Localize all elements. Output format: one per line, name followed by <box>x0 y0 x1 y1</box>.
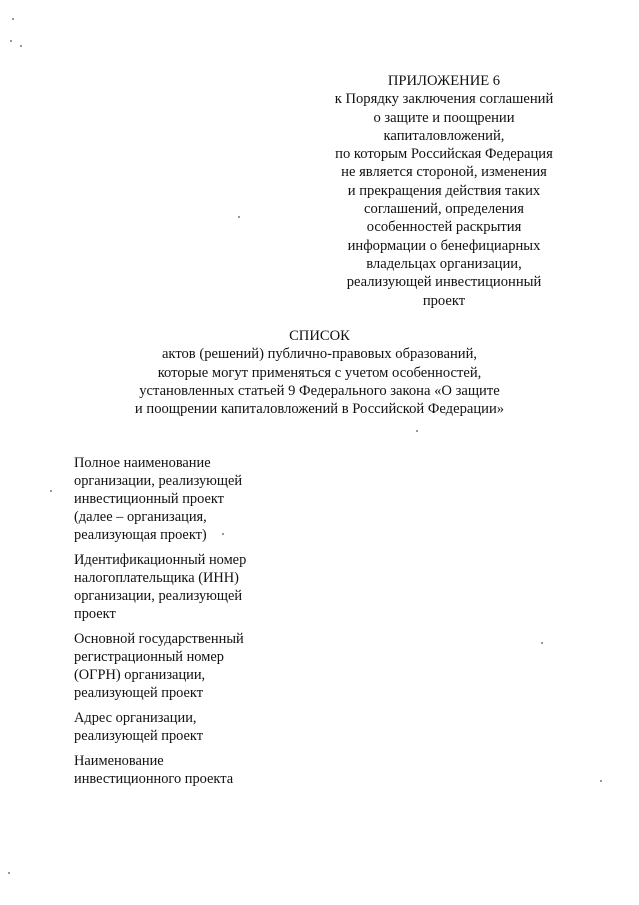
field-label-line: регистрационный номер <box>74 649 224 665</box>
appendix-line: о защите и поощрении <box>373 109 515 126</box>
appendix-line: соглашений, определения <box>364 201 524 218</box>
field-label-line: налогоплательщика (ИНН) <box>74 570 239 586</box>
field-organization-address <box>74 709 314 745</box>
scan-speck <box>10 40 12 42</box>
list-subtitle-line: актов (решений) публично-правовых образований, <box>161 346 478 363</box>
appendix-line: и прекращения действия таких <box>347 182 541 199</box>
field-label-line: инвестиционный проект <box>74 491 224 507</box>
list-subtitle-line: установленных статьей 9 Федерального закона «О защите <box>139 382 500 399</box>
scan-speck <box>416 430 418 432</box>
scan-speck <box>50 490 52 492</box>
field-full-organization-name <box>74 454 314 544</box>
field-label-line: Полное наименование <box>74 455 211 471</box>
appendix-line: особенностей раскрытия <box>366 219 522 236</box>
appendix-line: реализующей инвестиционный <box>346 274 542 291</box>
appendix-line: капиталовложений, <box>383 127 505 144</box>
field-label-line: проект <box>74 606 116 622</box>
list-subtitle-line: которые могут применяться с учетом особенностей, <box>157 364 482 381</box>
field-inn <box>74 551 314 623</box>
scan-speck <box>8 872 10 874</box>
field-label-line: организации, реализующей <box>74 588 243 604</box>
field-label-line: инвестиционного проекта <box>74 771 234 787</box>
appendix-line: к Порядку заключения соглашений <box>334 91 554 108</box>
appendix-line: информации о бенефициарных <box>347 237 541 254</box>
form-fields <box>74 454 314 795</box>
field-label-line: (далее – организация, <box>74 509 207 525</box>
field-label-line: (ОГРН) организации, <box>74 667 206 683</box>
field-label-line: реализующей проект <box>74 685 203 701</box>
list-subtitle-line: и поощрении капиталовложений в Российской Федерации» <box>134 401 505 418</box>
scan-speck <box>222 533 224 535</box>
field-label-line: организации, реализующей <box>74 473 243 489</box>
scan-speck <box>541 642 543 644</box>
scan-speck <box>12 18 14 20</box>
field-ogrn <box>74 630 314 702</box>
appendix-line: проект <box>422 292 466 309</box>
field-label-line: реализующая проект) <box>74 527 207 543</box>
appendix-title: ПРИЛОЖЕНИЕ 6 <box>387 73 501 89</box>
list-heading <box>0 327 639 418</box>
field-label-line: реализующей проект <box>74 728 203 744</box>
field-label-line: Основной государственный <box>74 631 244 647</box>
scan-speck <box>600 780 602 782</box>
field-label-line: Адрес организации, <box>74 710 197 726</box>
appendix-line: владельцах организации, <box>366 255 522 272</box>
field-label-line: Идентификационный номер <box>74 552 247 568</box>
appendix-line: по которым Российская Федерация <box>335 146 553 163</box>
appendix-line: не является стороной, изменения <box>341 164 547 181</box>
field-label-line: Наименование <box>74 753 164 769</box>
list-title: СПИСОК <box>289 328 350 344</box>
appendix-header <box>318 72 570 310</box>
scan-speck <box>20 45 22 47</box>
scan-speck <box>238 216 240 218</box>
field-project-name <box>74 752 314 788</box>
